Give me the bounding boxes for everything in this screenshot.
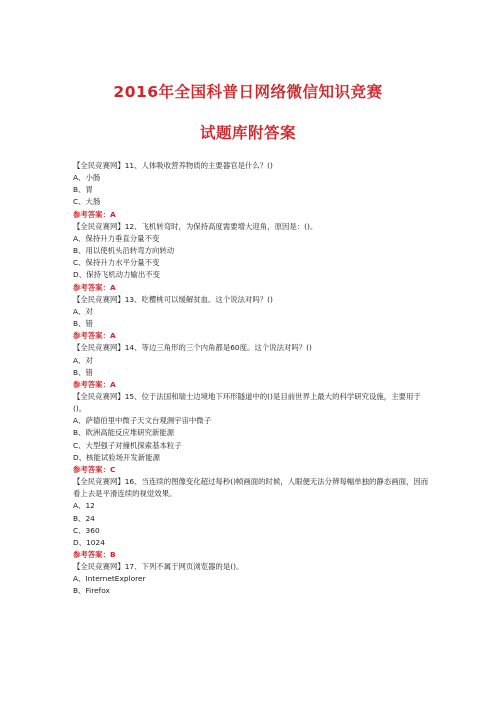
option: B、24	[73, 513, 95, 523]
answer-label: 参考答案：B	[73, 550, 116, 559]
option: A、对	[73, 306, 93, 316]
option: A、InternetExplorer	[73, 574, 146, 584]
question-text: 【全民竞赛网】16、当连续的图像变化超过每秒()帧画面的时候，人眼便无法分辨每幅单独的静态画面，因而看上去是平滑连续的视觉效果。	[73, 477, 429, 499]
question-text: 【全民竞赛网】13、吃樱桃可以缓解贫血。这个说法对吗？()	[73, 294, 273, 304]
option: B、错	[73, 367, 93, 377]
option: A、萨德伯里中微子天文台观测宇宙中微子	[73, 416, 212, 426]
option: B、用以使机头沿转弯方向转动	[73, 246, 175, 256]
answer-label: 参考答案：A	[73, 209, 116, 219]
option: B、欧洲高能反应堆研究新能源	[73, 428, 175, 438]
option: B、胃	[73, 185, 93, 195]
answer-label: 参考答案：A	[73, 282, 116, 292]
option: D、核能试验场开发新能源	[73, 452, 160, 462]
option: C、大型强子对撞机探索基本粒子	[73, 440, 182, 450]
option: B、Firefox	[73, 586, 110, 596]
answer-label: 参考答案：A	[73, 331, 116, 341]
option: A、对	[73, 355, 93, 365]
option: A、小肠	[73, 173, 101, 183]
option: A、保持升力垂直分量不变	[73, 233, 160, 243]
option: C、保持升力水平分量不变	[73, 258, 160, 268]
question-text: 【全民竞赛网】11、人体吸收营养物质的主要器官是什么？()	[73, 161, 273, 170]
answer-label: 参考答案：A	[73, 379, 116, 389]
question-list	[73, 160, 433, 598]
option: D、1024	[73, 537, 105, 547]
question-text: 【全民竞赛网】12、飞机转弯时，为保持高度需要增大迎角，原因是：()。	[73, 221, 318, 231]
option: C、360	[73, 525, 100, 535]
question-text: 【全民竞赛网】14、等边三角形的三个内角都是60度。这个说法对吗？()	[73, 343, 312, 353]
option: D、保持飞机动力输出不变	[73, 270, 160, 280]
option: B、错	[73, 319, 93, 329]
answer-label: 参考答案：C	[73, 464, 116, 474]
option: A、12	[73, 501, 95, 511]
document-subtitle: 试题库附答案	[199, 124, 296, 142]
option: C、大肠	[73, 197, 101, 207]
document-title: 2016年全国科普日网络微信知识竞赛	[113, 83, 383, 101]
question-text: 【全民竞赛网】17、下列不属于网页浏览器的是()。	[73, 562, 244, 572]
question-text: 【全民竞赛网】15、位于法国和瑞士边境地下环形隧道中的()是目前世界上最大的科学研究设施，主要用于()。	[73, 391, 421, 414]
